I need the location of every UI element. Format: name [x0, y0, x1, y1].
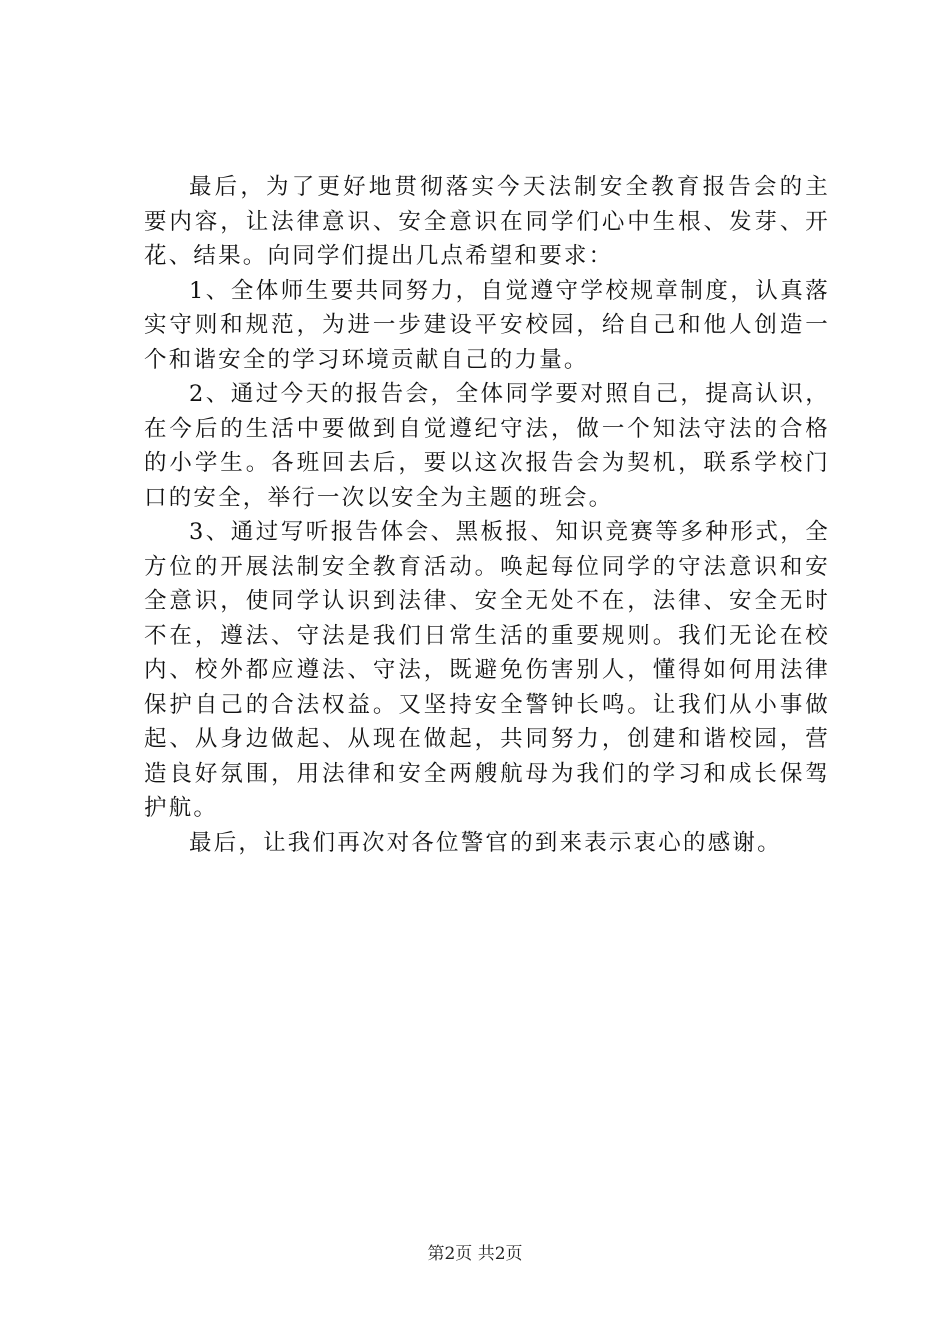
paragraph-item-2: 2、通过今天的报告会，全体同学要对照自己，提高认识，在今后的生活中要做到自觉遵纪守法，做一个知法守法的合格的小学生。各班回去后，要以这次报告会为契机，联系学校门口的安全，举行一次以安全为主题的班会。: [144, 381, 830, 511]
paragraph-item-3: 3、通过写听报告体会、黑板报、知识竞赛等多种形式，全方位的开展法制安全教育活动。唤起每位同学的守法意识和安全意识，使同学认识到法律、安全无处不在，法律、安全无时不在，遵法、守法是我们日常生活的重要规则。我们无论在校内、校外都应遵法、守法，既避免伤害别人，懂得如何用法律保护自己的合法权益。又坚持安全警钟长鸣。让我们从小事做起、从身边做起、从现在做起，共同努力，创建和谐校园，营造良好氛围，用法律和安全两艘航母为我们的学习和成长保驾护航。: [144, 519, 830, 821]
paragraph-item-1: 1、全体师生要共同努力，自觉遵守学校规章制度，认真落实守则和规范，为进一步建设平安校园，给自己和他人创造一个和谐安全的学习环境贡献自己的力量。: [144, 277, 830, 373]
page-footer: 第2页 共2页: [427, 1244, 523, 1264]
body-text: [144, 170, 830, 860]
paragraph-closing-intro: 最后，为了更好地贯彻落实今天法制安全教育报告会的主要内容，让法律意识、安全意识在同学们心中生根、发芽、开花、结果。向同学们提出几点希望和要求：: [144, 174, 830, 269]
paragraph-thanks: 最后，让我们再次对各位警官的到来表示衷心的感谢。: [189, 829, 782, 856]
